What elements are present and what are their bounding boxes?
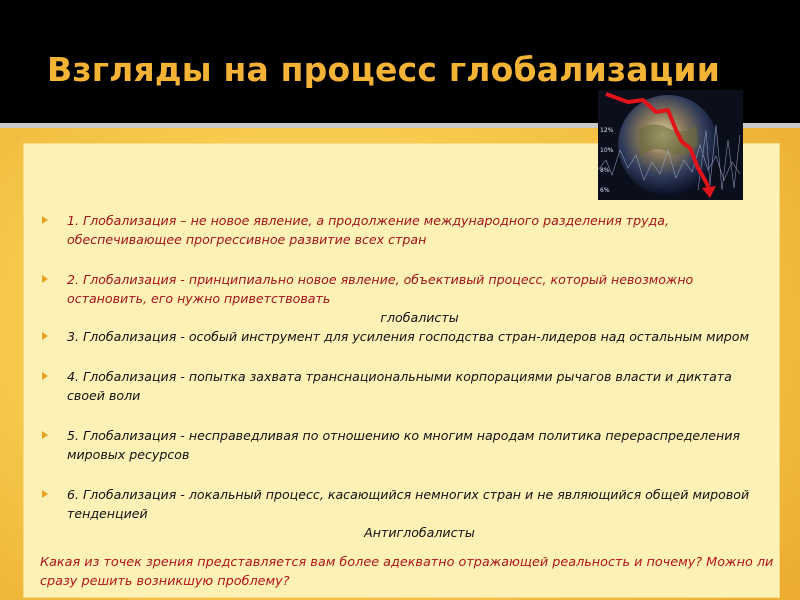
list-item <box>42 485 772 523</box>
item-text: Глобализация – не новое явление, а продолжение международного разделения труда, обеспечивающее прогрессивное развитие всех стран <box>67 213 669 247</box>
globe-label-2: 10% <box>600 147 614 154</box>
item-number: 2. <box>67 272 80 287</box>
discussion-question: Какая из точек зрения представляется вам более адекватно отражающей реальность и почему? Можно ли сразу решить возникшую проблему? <box>40 555 774 589</box>
item-text: Глобализация - локальный процесс, касающийся немногих стран и не являющийся общей мировой тенденцией <box>67 487 750 521</box>
item-number: 4. <box>67 369 80 384</box>
bullet-arrow-icon <box>42 372 48 380</box>
globe-label-1: 12% <box>600 127 614 134</box>
bullet-arrow-icon <box>42 431 48 439</box>
item-text: Глобализация - особый инструмент для усиления господства стран-лидеров над остальным миром <box>83 329 749 344</box>
group-label-globalists: глобалисты <box>380 310 459 325</box>
bullet-arrow-icon <box>42 275 48 283</box>
item-text: Глобализация - попытка захвата транснациональными корпорациями рычагов власти и диктата своей воли <box>67 369 732 403</box>
bullet-arrow-icon <box>42 216 48 224</box>
item-text: Глобализация - несправедливая по отношению ко многим народам политика перераспределения мировых ресурсов <box>67 428 740 462</box>
slide-title: Взгляды на процесс глобализации <box>47 50 721 89</box>
item-number: 5. <box>67 428 80 443</box>
item-number: 3. <box>67 329 80 344</box>
viewpoints-list <box>42 211 772 542</box>
item-number: 1. <box>67 213 80 228</box>
list-item <box>42 211 772 249</box>
list-item <box>42 270 772 308</box>
bullet-arrow-icon <box>42 332 48 340</box>
list-item <box>42 426 772 464</box>
item-number: 6. <box>67 487 80 502</box>
globe-label-4: 6% <box>600 187 610 194</box>
list-item <box>42 367 772 405</box>
bullet-arrow-icon <box>42 490 48 498</box>
globe-label-3: 8% <box>600 167 610 174</box>
list-item <box>42 327 772 346</box>
globe-chart-icon <box>598 90 743 200</box>
item-text: Глобализация - принципиально новое явление, объективый процесс, который невозможно остановить, его нужно приветствовать <box>67 272 694 306</box>
group-label-antiglobalists: Антиглобалисты <box>364 525 475 540</box>
